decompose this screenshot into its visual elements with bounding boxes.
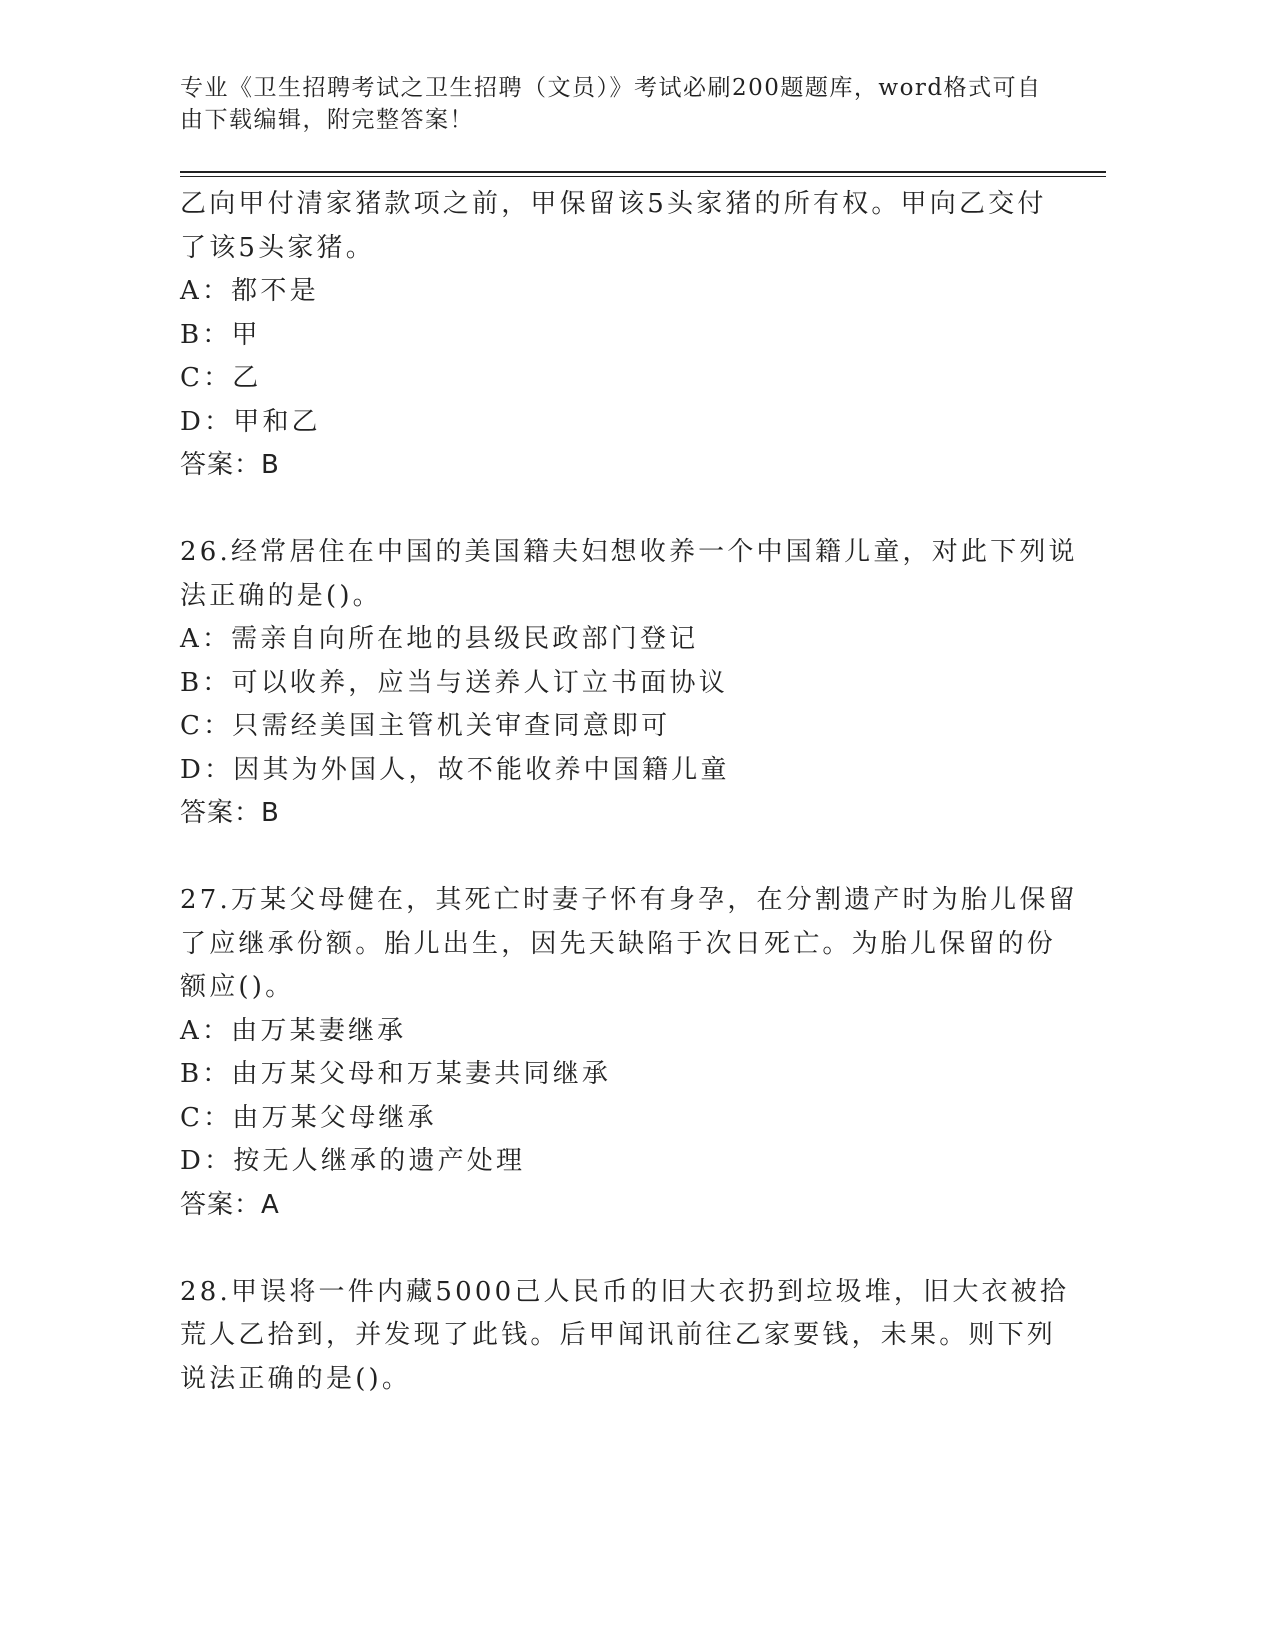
header-line-2: 由下载编辑，附完整答案！ — [180, 107, 474, 133]
question-text-line: 乙向甲付清家猪款项之前，甲保留该5头家猪的所有权。甲向乙交付 — [180, 189, 1047, 219]
answer-line: 答案：A — [180, 1189, 280, 1220]
option-a: A：都不是 — [180, 276, 319, 306]
option-c: C：乙 — [180, 363, 262, 393]
question-text-line: 了应继承份额。胎儿出生，因先天缺陷于次日死亡。为胎儿保留的份 — [180, 928, 1057, 959]
option-d: D：甲和乙 — [180, 406, 321, 437]
option-b: B：甲 — [180, 319, 261, 350]
option-c: C：只需经美国主管机关审查同意即可 — [180, 711, 671, 741]
question-28 — [180, 1271, 1070, 1402]
question-text-line: 28.甲误将一件内藏5000己人民币的旧大衣扔到垃圾堆，旧大衣被拾 — [180, 1276, 1070, 1307]
option-c: C：由万某父母继承 — [180, 1102, 437, 1133]
question-text-line: 26.经常居住在中国的美国籍夫妇想收养一个中国籍儿童，对此下列说 — [180, 537, 1078, 567]
question-text-line: 荒人乙拾到，并发现了此钱。后甲闻讯前往乙家要钱，未果。则下列 — [180, 1320, 1057, 1350]
header-line-1: 专业《卫生招聘考试之卫生招聘（文员）》考试必刷200题题库，word格式可自 — [180, 75, 1042, 101]
spacer — [180, 488, 1060, 532]
header-divider-thick — [180, 171, 1106, 173]
document-body — [180, 183, 1078, 1401]
answer-line: 答案：B — [180, 450, 280, 480]
question-25-continued — [180, 183, 1060, 488]
option-a: A：需亲自向所在地的县级民政部门登记 — [180, 624, 699, 654]
document-header — [180, 72, 1060, 136]
question-text-line: 额应()。 — [180, 972, 295, 1002]
option-b: B：可以收养，应当与送养人订立书面协议 — [180, 667, 728, 698]
option-d: D：因其为外国人，故不能收养中国籍儿童 — [180, 754, 730, 785]
spacer — [180, 836, 1060, 880]
option-a: A：由万某妻继承 — [180, 1015, 407, 1046]
question-text-line: 说法正确的是()。 — [180, 1363, 412, 1394]
header-divider-thin — [180, 176, 1106, 177]
question-text-line: 27.万某父母健在，其死亡时妻子怀有身孕，在分割遗产时为胎儿保留 — [180, 885, 1078, 915]
answer-line: 答案：B — [180, 798, 280, 828]
question-27 — [180, 879, 1078, 1227]
option-b: B：由万某父母和万某妻共同继承 — [180, 1059, 612, 1089]
question-26 — [180, 531, 1078, 836]
spacer — [180, 1227, 1060, 1271]
question-text-line: 了该5头家猪。 — [180, 232, 375, 263]
question-text-line: 法正确的是()。 — [180, 580, 382, 611]
option-d: D：按无人继承的遗产处理 — [180, 1146, 526, 1176]
